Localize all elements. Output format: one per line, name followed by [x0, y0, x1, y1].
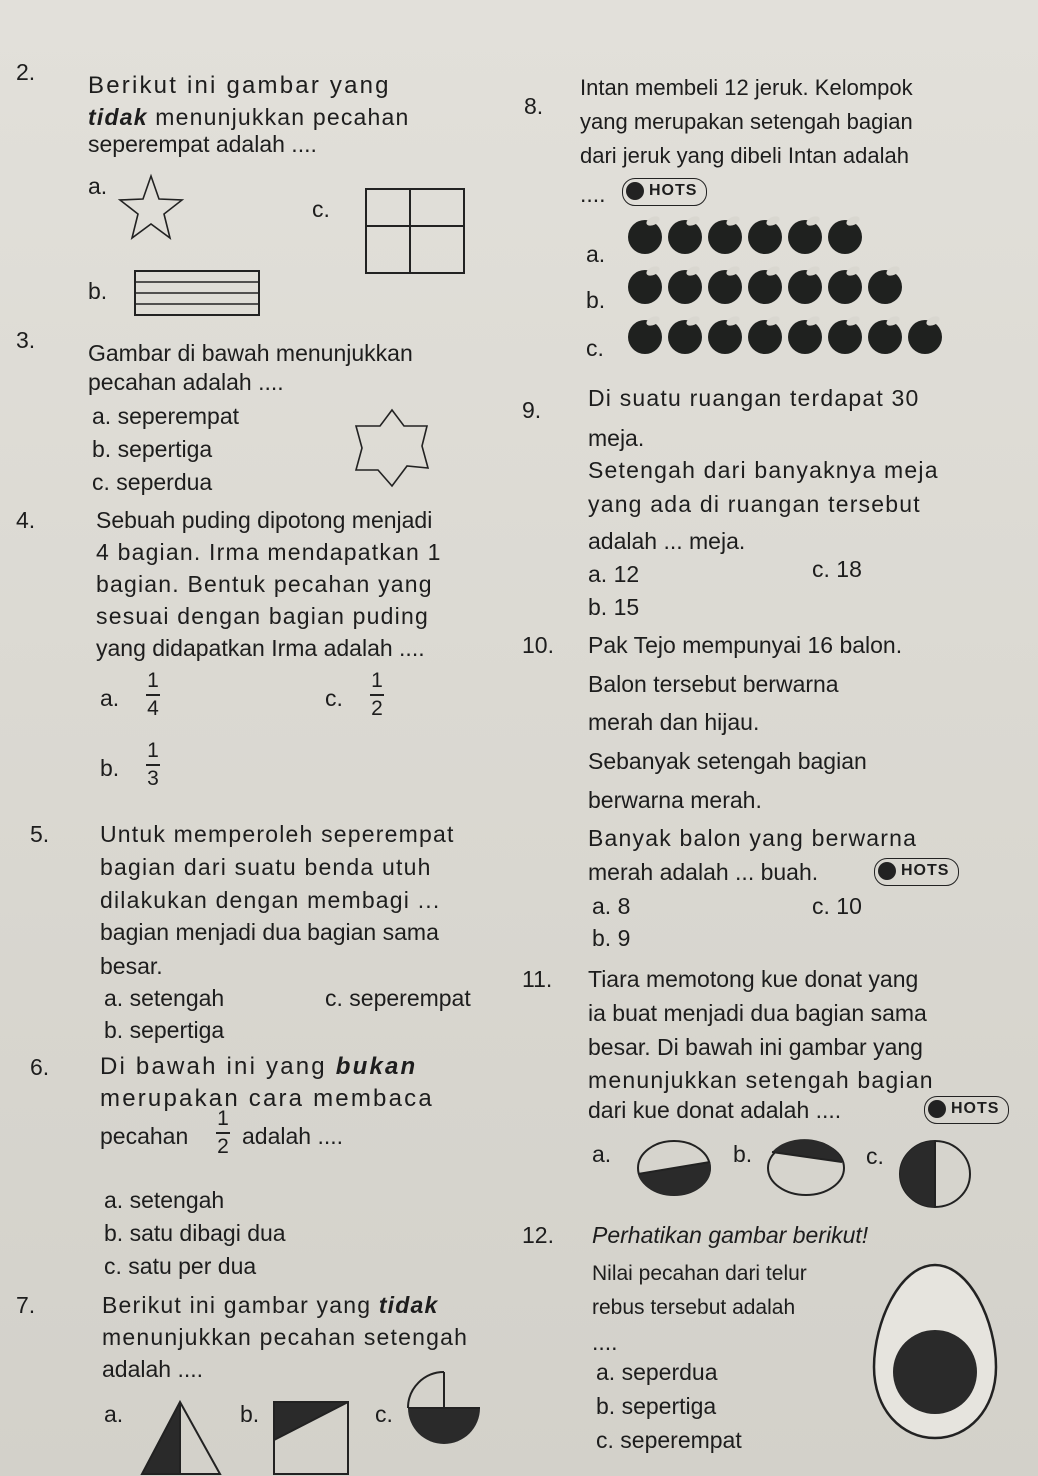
q12-option-c[interactable]: c. seperempat	[596, 1427, 742, 1453]
q4-option-a-fraction[interactable]	[146, 670, 160, 720]
q11-line-1: Tiara memotong kue donat yang	[588, 966, 919, 992]
q10-option-c[interactable]: c. 10	[812, 893, 862, 919]
fraction-denominator: 2	[217, 1135, 229, 1158]
orange-icon	[708, 270, 742, 304]
q8-option-c-label[interactable]: c.	[586, 335, 604, 361]
q7-line-2: menunjukkan pecahan setengah	[102, 1324, 469, 1350]
q4-option-a-label[interactable]: a.	[100, 685, 120, 711]
q10-number: 10.	[522, 632, 554, 658]
orange-icon	[868, 270, 902, 304]
q11-line-3: besar. Di bawah ini gambar yang	[588, 1034, 923, 1060]
q9-option-a[interactable]: a. 12	[588, 561, 640, 587]
donut-option-b-icon	[766, 1140, 848, 1200]
fraction-denominator: 4	[147, 697, 159, 720]
q5-line-3: dilakukan dengan membagi ...	[100, 887, 441, 913]
q7-option-a-label[interactable]: a.	[104, 1401, 124, 1427]
orange-icon	[868, 320, 902, 354]
q2-line-1: Berikut ini gambar yang	[88, 72, 391, 99]
q9-line-1: Di suatu ruangan terdapat 30	[588, 385, 920, 411]
q12-number: 12.	[522, 1222, 554, 1248]
q6-emphasis: bukan	[335, 1053, 418, 1080]
q11-option-b-label[interactable]: b.	[733, 1141, 753, 1167]
q4-option-b-fraction[interactable]	[146, 740, 160, 790]
q10-hots-badge: HOTS	[874, 858, 959, 886]
striped-rectangle-icon	[134, 270, 260, 316]
fraction-numerator: 1	[147, 739, 159, 762]
q9-line-5: adalah ... meja.	[588, 528, 746, 554]
q8-line-3: dari jeruk yang dibeli Intan adalah	[580, 143, 910, 168]
q11-option-c-label[interactable]: c.	[866, 1143, 884, 1169]
orange-icon	[668, 270, 702, 304]
q5-line-4: bagian menjadi dua bagian sama	[100, 919, 439, 945]
q10-line-4: Sebanyak setengah bagian	[588, 748, 867, 774]
q10-option-a[interactable]: a. 8	[592, 893, 631, 919]
q8-option-b-label[interactable]: b.	[586, 287, 606, 313]
fraction-numerator: 1	[371, 669, 383, 692]
donut-option-a-icon	[636, 1140, 716, 1200]
q6-option-b[interactable]: b. satu dibagi dua	[104, 1220, 286, 1246]
orange-icon	[708, 220, 742, 254]
orange-icon	[788, 270, 822, 304]
q11-number: 11.	[522, 966, 553, 992]
q2-number: 2.	[16, 59, 36, 85]
q5-line-1: Untuk memperoleh seperempat	[100, 821, 455, 847]
q2-emphasis: tidak	[88, 104, 148, 130]
q6-fraction	[216, 1108, 230, 1158]
orange-icon	[828, 320, 862, 354]
q3-option-a[interactable]: a. seperempat	[92, 403, 240, 429]
badge-dot-icon	[878, 862, 896, 880]
orange-icon	[908, 320, 942, 354]
q2-option-c-label[interactable]: c.	[312, 196, 330, 222]
q11-line-4: menunjukkan setengah bagian	[588, 1067, 934, 1093]
orange-icon	[828, 270, 862, 304]
q5-option-b[interactable]: b. sepertiga	[104, 1017, 225, 1043]
q4-number: 4.	[16, 507, 36, 533]
q7-line-3: adalah ....	[102, 1356, 204, 1382]
orange-icon	[748, 220, 782, 254]
q3-line-2: pecahan adalah ....	[88, 369, 284, 395]
fraction-numerator: 1	[147, 669, 159, 692]
q9-number: 9.	[522, 397, 542, 423]
donut-option-c-icon	[898, 1140, 974, 1210]
halved-triangle-icon	[140, 1400, 222, 1476]
q4-line-1: Sebuah puding dipotong menjadi	[96, 507, 433, 533]
orange-icon	[788, 320, 822, 354]
q3-line-1: Gambar di bawah menunjukkan	[88, 340, 413, 366]
orange-icon	[668, 320, 702, 354]
orange-icon	[788, 220, 822, 254]
q12-option-b[interactable]: b. sepertiga	[596, 1393, 717, 1419]
q10-line-3: merah dan hijau.	[588, 709, 760, 735]
orange-icon	[628, 220, 662, 254]
orange-icon	[708, 320, 742, 354]
q6-number: 6.	[30, 1054, 50, 1080]
q3-number: 3.	[16, 327, 36, 353]
q8-line-2: yang merupakan setengah bagian	[580, 109, 913, 134]
q4-option-c-fraction[interactable]	[370, 670, 384, 720]
q10-line-7: merah adalah ... buah.	[588, 859, 819, 885]
q8-line-4: ....	[580, 181, 606, 207]
q12-line-3: ....	[592, 1329, 618, 1355]
q7-option-b-label[interactable]: b.	[240, 1401, 260, 1427]
q2-line-2: tidak menunjukkan pecahan	[88, 104, 410, 130]
q3-option-c[interactable]: c. seperdua	[92, 469, 213, 495]
q10-option-b[interactable]: b. 9	[592, 925, 631, 951]
star-shape-icon	[122, 170, 212, 250]
q5-line-5: besar.	[100, 953, 163, 979]
q7-line-1: Berikut ini gambar yang tidak	[102, 1292, 439, 1318]
orange-icon	[828, 220, 862, 254]
q11-option-a-label[interactable]: a.	[592, 1141, 612, 1167]
q4-option-c-label[interactable]: c.	[325, 685, 343, 711]
q4-line-4: sesuai dengan bagian puding	[96, 603, 429, 629]
fraction-denominator: 2	[371, 697, 383, 720]
q8-number: 8.	[524, 93, 544, 119]
q9-line-3: Setengah dari banyaknya meja	[588, 457, 939, 483]
q2-line-3: seperempat adalah ....	[88, 131, 317, 157]
q10-line-5: berwarna merah.	[588, 787, 762, 813]
q11-line-2: ia buat menjadi dua bagian sama	[588, 1000, 927, 1026]
q5-number: 5.	[30, 821, 50, 847]
q9-line-2: meja.	[588, 425, 645, 451]
badge-dot-icon	[626, 182, 644, 200]
q12-line-2: rebus tersebut adalah	[592, 1296, 796, 1319]
q12-line-1: Nilai pecahan dari telur	[592, 1262, 807, 1285]
q3-option-b[interactable]: b. sepertiga	[92, 436, 213, 462]
q7-option-c-label[interactable]: c.	[375, 1401, 393, 1427]
q8-line-1: Intan membeli 12 jeruk. Kelompok	[580, 75, 913, 100]
fraction-numerator: 1	[217, 1107, 229, 1130]
badge-dot-icon	[928, 1100, 946, 1118]
orange-icon	[748, 270, 782, 304]
q12-option-a[interactable]: a. seperdua	[596, 1359, 718, 1385]
q6-line-1: Di bawah ini yang bukan	[100, 1053, 418, 1080]
q8-option-a-label[interactable]: a.	[586, 241, 606, 267]
fraction-denominator: 3	[147, 767, 159, 790]
q2-option-a-label[interactable]: a.	[88, 173, 108, 199]
q6-line-3-post: adalah ....	[242, 1123, 344, 1149]
q6-line-2: merupakan cara membaca	[100, 1085, 434, 1112]
q6-option-a[interactable]: a. setengah	[104, 1187, 225, 1213]
q5-option-a[interactable]: a. setengah	[104, 985, 225, 1011]
q5-option-c[interactable]: c. seperempat	[325, 985, 471, 1011]
q2-option-b-label[interactable]: b.	[88, 278, 108, 304]
q9-option-b[interactable]: b. 15	[588, 594, 640, 620]
q4-line-2: 4 bagian. Irma mendapatkan 1	[96, 539, 442, 565]
q11-line-5: dari kue donat adalah ....	[588, 1097, 842, 1123]
q4-line-3: bagian. Bentuk pecahan yang	[96, 571, 433, 597]
q7-number: 7.	[16, 1292, 36, 1318]
q5-line-2: bagian dari suatu benda utuh	[100, 854, 432, 880]
q4-option-b-label[interactable]: b.	[100, 755, 120, 781]
orange-icon	[628, 320, 662, 354]
q7-emphasis: tidak	[378, 1292, 439, 1318]
diagonal-half-square-icon	[272, 1400, 352, 1476]
q12-title: Perhatikan gambar berikut!	[592, 1222, 869, 1248]
q11-hots-badge: HOTS	[924, 1096, 1009, 1124]
q10-line-1: Pak Tejo mempunyai 16 balon.	[588, 632, 903, 658]
half-shaded-circle-icon	[404, 1368, 484, 1448]
quartered-square-icon	[365, 188, 465, 274]
boiled-egg-icon	[870, 1262, 1000, 1442]
q10-line-6: Banyak balon yang berwarna	[588, 825, 918, 851]
orange-icon	[628, 270, 662, 304]
q9-option-c[interactable]: c. 18	[812, 556, 862, 582]
q6-line-3-pre: pecahan	[100, 1123, 189, 1149]
orange-icon	[748, 320, 782, 354]
q10-line-2: Balon tersebut berwarna	[588, 671, 839, 697]
q9-line-4: yang ada di ruangan tersebut	[588, 491, 921, 517]
q6-option-c[interactable]: c. satu per dua	[104, 1253, 257, 1279]
eight-point-star-icon	[350, 408, 434, 492]
q8-hots-badge: HOTS	[622, 178, 707, 206]
orange-icon	[668, 220, 702, 254]
q4-line-5: yang didapatkan Irma adalah ....	[96, 635, 425, 661]
